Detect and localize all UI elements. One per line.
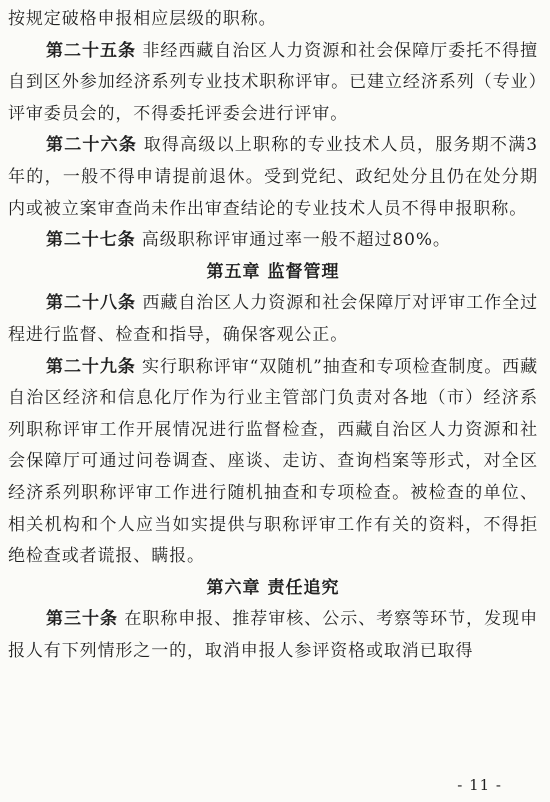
- paragraph-text: 按规定破格申报相应层级的职称。: [8, 9, 277, 29]
- article-number: 第二十八条: [46, 293, 136, 314]
- article-number: 第二十九条: [46, 356, 136, 377]
- article-number: 第三十条: [46, 609, 118, 630]
- article-text: 实行职称评审“双随机”抽查和专项检查制度。西藏自治区经济和信息化厅作为行业主管部门负责对各地（市）经济系列职称评审工作开展情况进行监督检查，西藏自治区人力资源和社会保障厅可通过问卷调查、座谈、走访、查询档案等形式，对全区经济系列职称评审工作进行随机抽查和专项检查。被检查的单位、相关机构和个人应当如实提供与职称评审工作有关的资料，不得拒绝检查或者谎报、瞒报。: [8, 356, 538, 567]
- chapter-heading-6: 第六章 责任追究: [206, 577, 340, 598]
- chapter-heading-5: 第五章 监督管理: [206, 261, 340, 282]
- article-text: 在职称申报、推荐审核、公示、考察等环节，发现申报人有下列情形之一的，取消申报人参评资格或取消已取得: [8, 609, 538, 661]
- article-text: 西藏自治区人力资源和社会保障厅对评审工作全过程进行监督、检查和指导，确保客观公正。: [8, 293, 539, 345]
- article-text: 取得高级以上职称的专业技术人员，服务期不满3年的，一般不得申请提前退休。受到党纪、政纪处分且仍在处分期内或被立案审查尚未作出审查结论的专业技术人员不得申报职称。: [8, 135, 539, 219]
- article-28: [8, 288, 538, 351]
- page-number: - 11 -: [457, 776, 502, 794]
- article-text: 非经西藏自治区人力资源和社会保障厅委托不得擅自到区外参加经济系列专业技术职称评审。已建立经济系列（专业）评审委员会的，不得委托评委会进行评审。: [8, 40, 539, 124]
- article-30: [8, 604, 538, 667]
- article-25: [8, 36, 538, 131]
- article-text: 高级职称评审通过率一般不超过80%。: [135, 230, 451, 251]
- article-29: [8, 352, 538, 573]
- article-26: [8, 130, 538, 225]
- article-number: 第二十七条: [46, 230, 136, 251]
- article-number: 第二十六条: [46, 135, 138, 156]
- paragraph-continuation: [8, 4, 538, 36]
- article-27: [8, 225, 538, 257]
- article-number: 第二十五条: [46, 40, 136, 61]
